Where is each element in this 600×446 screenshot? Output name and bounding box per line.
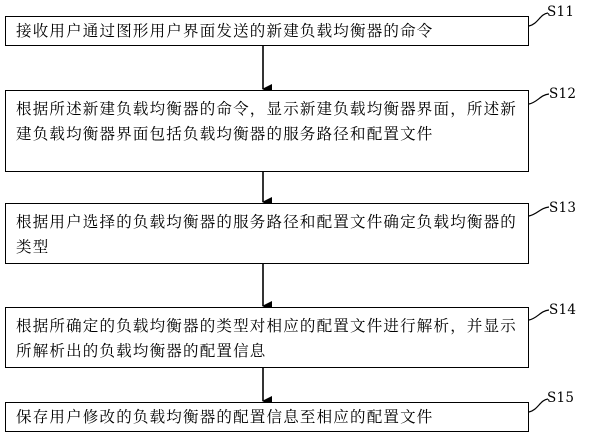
step-text-s14: 根据所确定的负载均衡器的类型对相应的配置文件进行解析，并显示所解析出的负载均衡器的配置信息: [16, 317, 518, 360]
step-box-s12: [5, 90, 529, 172]
step-label-s15: S15: [547, 390, 575, 406]
step-box-s11: [5, 16, 529, 46]
leader-line-s11: [529, 13, 548, 26]
step-text-s12: 根据所述新建负载均衡器的命令，显示新建负载均衡器界面，所述新建负载均衡器界面包括负载均衡器的服务路径和配置文件: [16, 100, 518, 143]
step-label-s14: S14: [549, 302, 577, 318]
step-text-s11: 接收用户通过图形用户界面发送的新建负载均衡器的命令: [16, 22, 434, 40]
leader-line-s15: [529, 399, 548, 412]
leader-line-s12: [529, 94, 549, 104]
leader-line-s13: [529, 207, 549, 216]
step-box-s15: [5, 402, 529, 432]
step-label-s11: S11: [547, 4, 575, 20]
leader-line-s14: [529, 310, 549, 320]
step-box-s13: [5, 203, 529, 264]
step-box-s14: [5, 307, 529, 368]
step-text-s13: 根据用户选择的负载均衡器的服务路径和配置文件确定负载均衡器的类型: [16, 213, 518, 256]
step-label-s13: S13: [549, 200, 577, 216]
step-label-s12: S12: [549, 86, 577, 102]
step-text-s15: 保存用户修改的负载均衡器的配置信息至相应的配置文件: [16, 408, 434, 426]
